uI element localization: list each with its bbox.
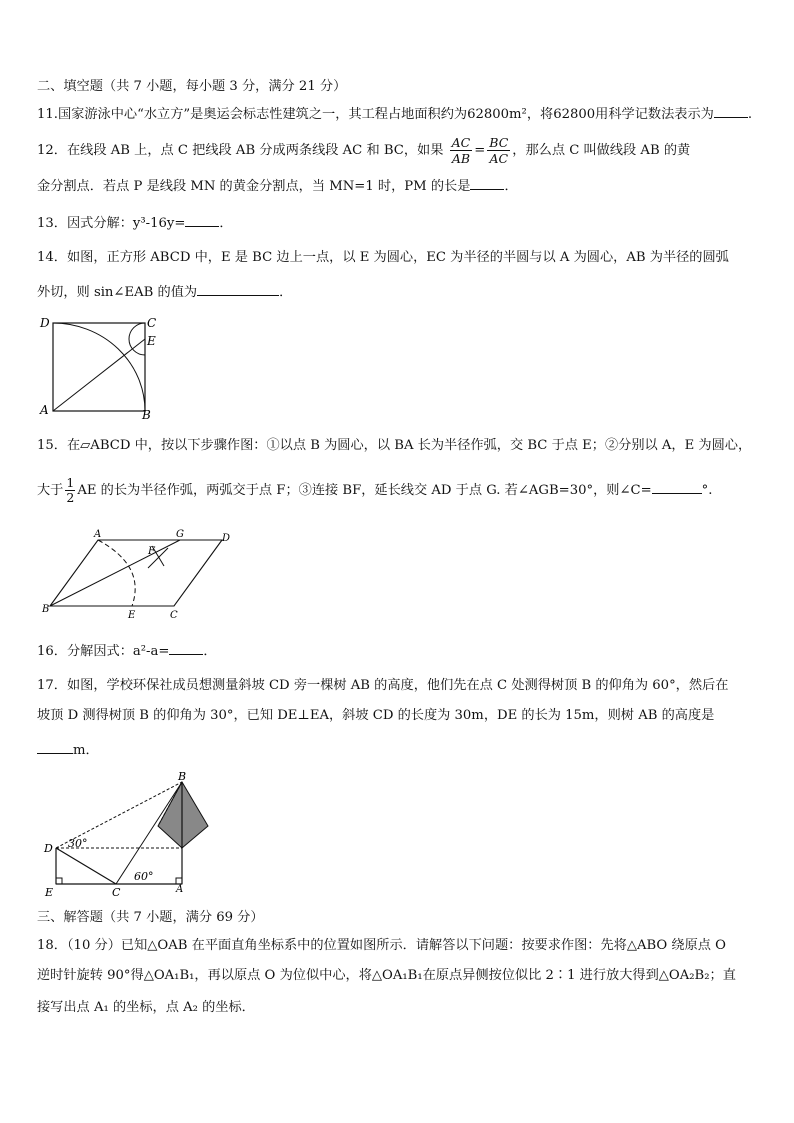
square-abcd	[53, 323, 145, 411]
question-text: 16．分解因式：a²-a=	[37, 644, 170, 659]
line-bg	[50, 540, 180, 606]
question-text: 外切，则 sin∠EAB 的值为	[37, 285, 198, 300]
question-17-line-1: 17．如图，学校环保社成员想测量斜坡 CD 旁一棵树 AB 的高度，他们先在点 C 处测得树顶 B 的仰角为 60°，然后在	[37, 678, 729, 693]
label-e: E	[45, 886, 54, 896]
label-a: A	[176, 884, 184, 895]
parallelogram-abcd	[50, 540, 222, 606]
question-18-line-2: 逆时针旋转 90°得△OA₁B₁，再以原点 O 为位似中心，将△OA₁B₁在原点异侧按位似比 2∶1 进行放大得到△OA₂B₂；直	[37, 968, 736, 983]
question-15-line-1: 15．在▱ABCD 中，按以下步骤作图：①以点 B 为圆心，以 BA 长为半径作弧，交 BC 于点 E；②分别以 A，E 为圆心，	[37, 438, 752, 453]
segment-ae	[53, 339, 145, 411]
answer-blank	[652, 479, 702, 494]
question-text: 12．在线段 AB 上，点 C 把线段 AB 分成两条线段 AC 和 BC，如果	[37, 143, 444, 158]
question-12-line-1	[37, 134, 690, 168]
section-heading: 三、解答题（共 7 小题，满分 69 分）	[37, 910, 264, 925]
question-17-line-2: 坡顶 D 测得树顶 B 的仰角为 30°，已知 DE⊥EA，斜坡 CD 的长度为 30m，DE 的长为 15m，则树 AB 的高度是	[37, 708, 715, 723]
label-e: E	[128, 610, 136, 621]
question-text: AE 的长为半径作弧，两弧交于点 F；③连接 BF，延长线交 AD 于点 G. 若∠AGB=30°，则∠C=	[77, 483, 652, 498]
question-end: ．	[279, 285, 293, 300]
arc-center-a	[53, 323, 145, 411]
question-11	[37, 103, 752, 125]
fraction-bc-ac: $\frac{BC}{AC}$	[489, 135, 509, 166]
label-e: E	[147, 334, 156, 348]
question-end: m．	[73, 743, 99, 758]
question-end: ．	[203, 644, 217, 659]
label-a: A	[94, 529, 102, 540]
label-d: D	[222, 533, 231, 544]
equals-sign: =	[474, 143, 486, 158]
fraction-one-half: $\frac{1}{2}$	[66, 475, 75, 505]
question-13	[37, 212, 233, 234]
answer-blank	[714, 103, 748, 118]
question-end: ．	[219, 216, 233, 231]
slope-tree-figure	[36, 768, 216, 896]
angle-30-label: 30°	[68, 837, 88, 850]
tree-crown	[158, 782, 208, 848]
question-17-line-3	[37, 739, 99, 761]
question-16	[37, 640, 217, 662]
question-end: °.	[701, 483, 713, 498]
label-b: B	[142, 408, 151, 422]
answer-blank	[470, 175, 504, 190]
square-figure	[36, 312, 166, 422]
question-end: ．	[504, 179, 518, 194]
label-d: D	[44, 842, 53, 855]
question-text: 13．因式分解：y³-16y=	[37, 216, 186, 231]
answer-blank	[169, 640, 203, 655]
question-14-line-1: 14．如图，正方形 ABCD 中，E 是 BC 边上一点，以 E 为圆心，EC 为半径的半圆与以 A 为圆心，AB 为半径的圆弧	[37, 250, 729, 265]
slope-dc	[56, 848, 116, 884]
label-d: D	[40, 316, 50, 330]
arc-center-b	[98, 540, 135, 606]
question-text: ，那么点 C 叫做线段 AB 的黄	[512, 143, 691, 158]
label-g: G	[176, 529, 184, 540]
question-text: 大于	[37, 483, 64, 498]
fraction-ac-ab: $\frac{AC}{AB}$	[451, 135, 471, 166]
label-c: C	[170, 610, 178, 621]
question-end: .	[747, 107, 753, 122]
question-12-line-2	[37, 175, 518, 197]
question-18-line-1: 18．（10 分）已知△OAB 在平面直角坐标系中的位置如图所示．请解答以下问题：按要求作图：先将△ABO 绕原点 O	[37, 938, 726, 953]
label-b: B	[178, 770, 187, 783]
question-text: 11.国家游泳中心“水立方”是奥运会标志性建筑之一，其工程占地面积约为62800m²，将62800用科学记数法表示为	[37, 107, 714, 122]
question-text: 金分割点．若点 P 是线段 MN 的黄金分割点，当 MN=1 时，PM 的长是	[37, 179, 471, 194]
answer-blank	[197, 281, 279, 296]
label-c: C	[112, 886, 121, 896]
answer-blank	[37, 739, 73, 754]
label-c: C	[147, 316, 157, 330]
question-15-line-2	[37, 474, 712, 508]
right-angle-e	[56, 878, 62, 884]
question-18-line-3: 接写出点 A₁ 的坐标，点 A₂ 的坐标．	[37, 1000, 255, 1015]
label-a: A	[40, 403, 49, 417]
label-f: F	[148, 546, 155, 557]
angle-60-label: 60°	[134, 870, 154, 883]
answer-blank	[185, 212, 219, 227]
parallelogram-figure	[36, 528, 236, 624]
section-heading: 二、填空题（共 7 小题，每小题 3 分，满分 21 分）	[37, 79, 347, 94]
question-14-line-2	[37, 281, 292, 303]
label-b: B	[42, 604, 50, 615]
